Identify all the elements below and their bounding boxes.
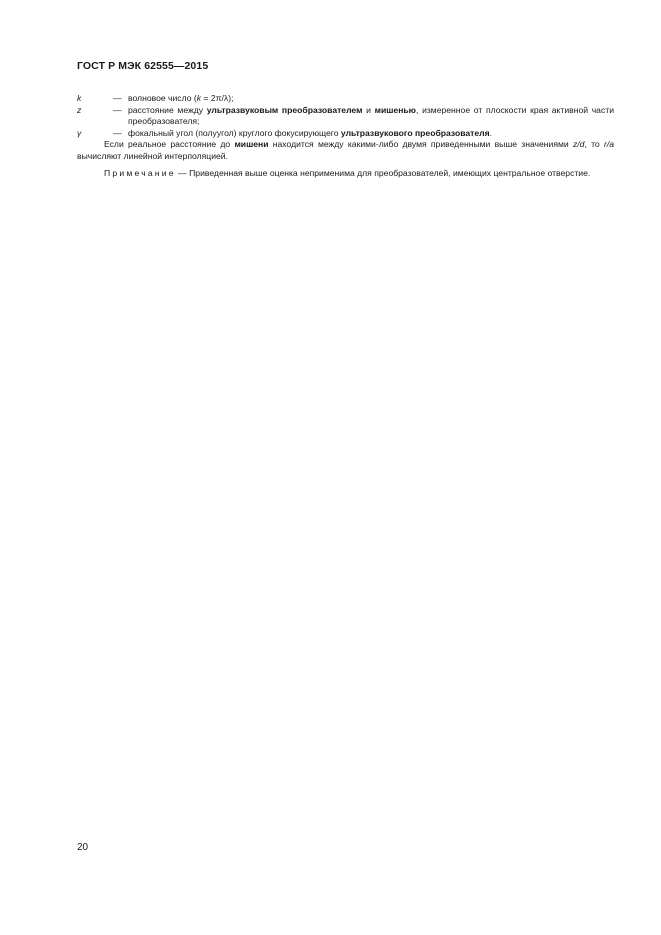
definition-text <box>128 93 614 105</box>
text-run: расстояние между <box>128 104 207 115</box>
text-run: , измеренное от плоскости края активной части преобразователя; <box>128 104 614 127</box>
definition-symbol: γ <box>77 127 82 138</box>
note-label: Примечание <box>104 167 176 178</box>
text-run: мишенью <box>374 104 417 115</box>
page-number: 20 <box>77 842 89 853</box>
definition-item <box>77 105 614 128</box>
definition-symbol: k <box>77 93 82 103</box>
definition-item <box>77 128 614 140</box>
text-run: мишени <box>234 139 269 150</box>
document-body <box>77 93 614 179</box>
standard-header: ГОСТ Р МЭК 62555—2015 <box>77 60 209 72</box>
text-run: ультразвуковым преобразователем <box>206 104 363 115</box>
text-run: = 2π/λ); <box>201 93 234 103</box>
definition-symbol: z <box>77 104 82 115</box>
definition-item <box>77 93 614 105</box>
text-run: z/d <box>572 139 585 150</box>
text-run: k <box>196 93 202 103</box>
text-run: r/a <box>603 139 614 150</box>
definition-text <box>128 128 614 140</box>
note-block <box>77 168 614 180</box>
text-run: находится между какими-либо двумя приведенными выше значениями <box>268 139 573 150</box>
text-run: Если реальное расстояние до <box>104 139 235 150</box>
definition-dash: — <box>113 104 122 115</box>
text-run: , то <box>584 139 604 150</box>
text-run: волновое число ( <box>128 93 197 103</box>
text-run: . <box>489 127 493 138</box>
note-text: — Приведенная выше оценка неприменима для преобразователей, имеющих центральное отверстие. <box>175 167 591 178</box>
definition-text <box>128 105 614 128</box>
text-run: фокальный угол (полуугол) круглого фокусирующего <box>128 127 341 138</box>
definition-dash: — <box>113 127 122 138</box>
text-run: и <box>362 104 375 115</box>
text-run: вычисляют линейной интерполяцией. <box>77 150 228 161</box>
definition-dash: — <box>113 93 122 103</box>
text-run: ультразвукового преобразователя <box>340 127 490 138</box>
interpolation-paragraph <box>77 139 614 162</box>
definition-list <box>77 93 614 139</box>
